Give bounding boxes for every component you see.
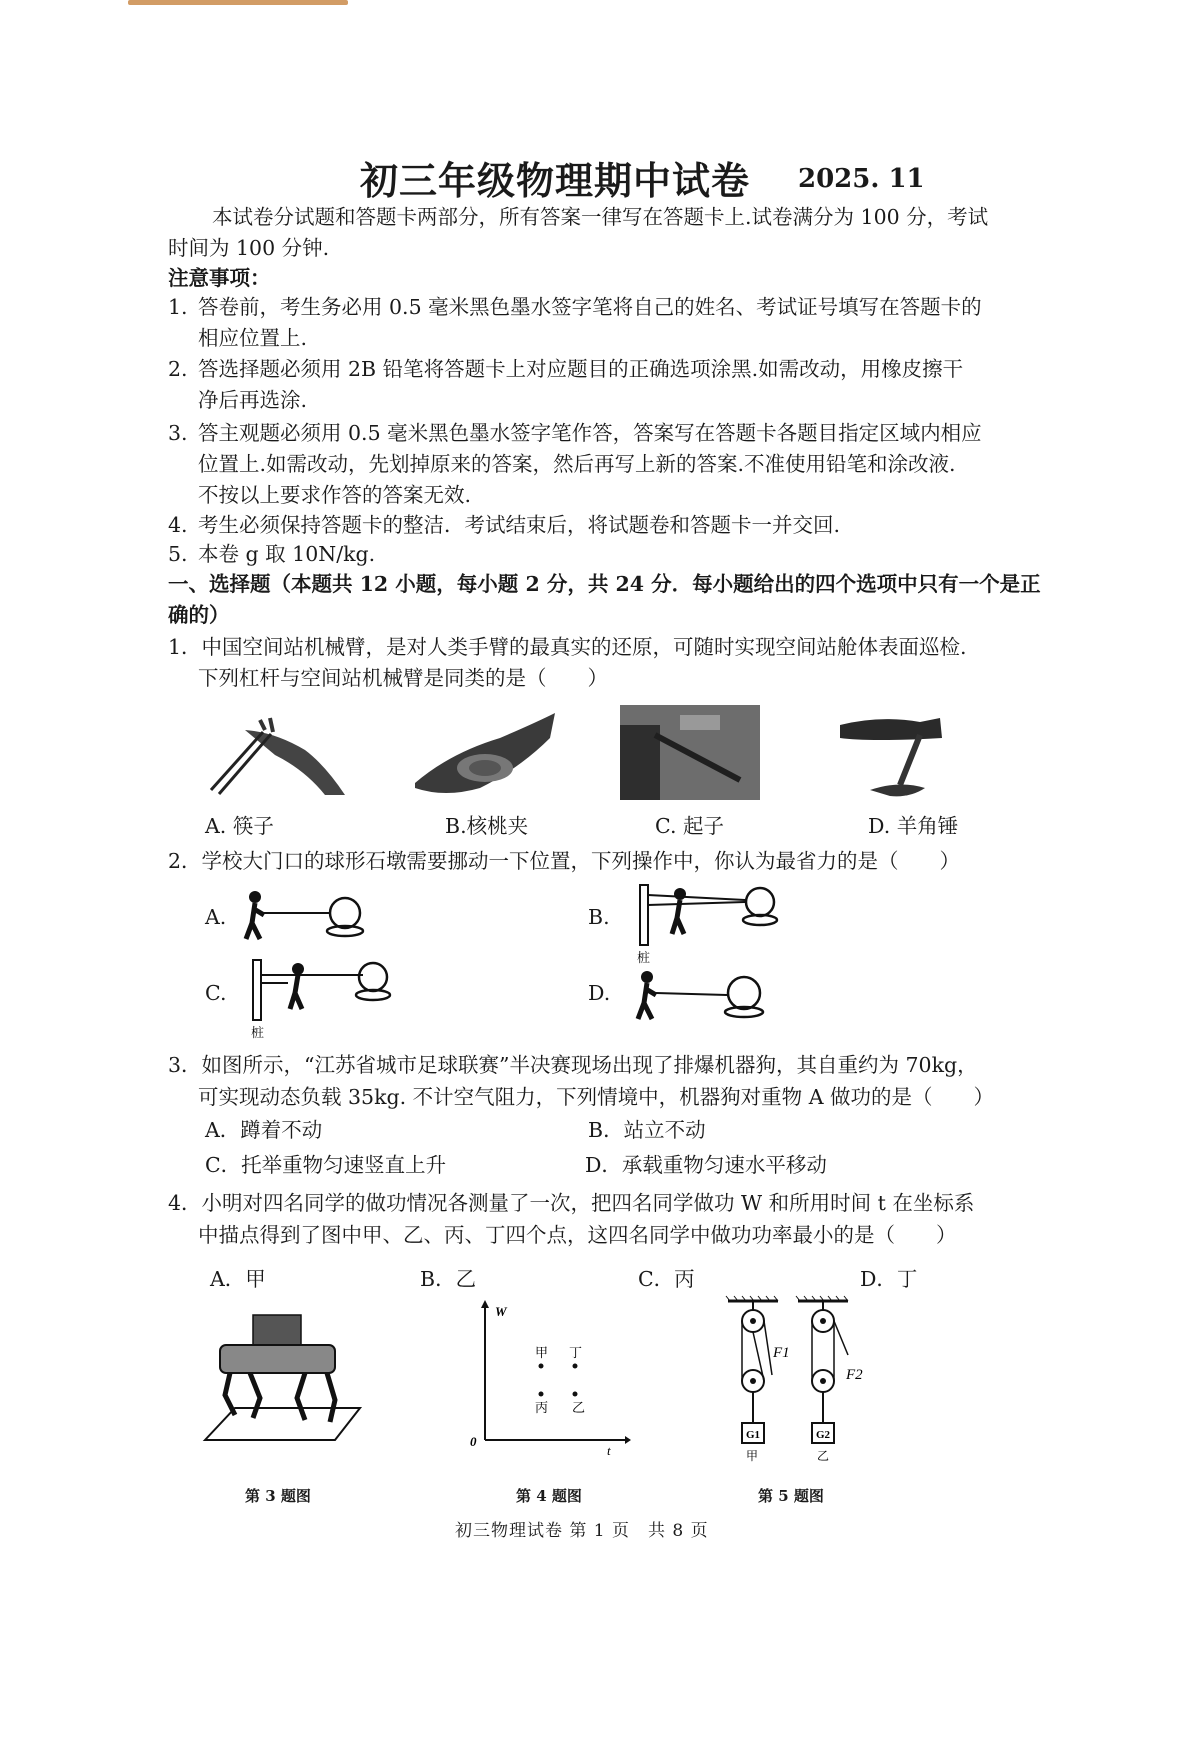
q3-option-d: D．承载重物匀速水平移动 (585, 1153, 827, 1177)
q2-b-post-label: 桩 (637, 950, 651, 965)
notice-1-line-2: 相应位置上. (198, 326, 308, 350)
section1-heading-line-1: 一、选择题（本题共 12 小题，每小题 2 分，共 24 分．每小题给出的四个选项中只有一个是正 (168, 572, 1041, 596)
fig4-caption: 第 4 题图 (516, 1487, 582, 1505)
intro-line-1: 本试卷分试题和答题卡两部分，所有答案一律写在答题卡上.试卷满分为 100 分，考试 (212, 205, 989, 229)
page-footer: 初三物理试卷 第 1 页 共 8 页 (455, 1521, 709, 1541)
notice-5-line-1: 本卷 g 取 10N/kg. (198, 542, 376, 566)
point-jia (539, 1364, 544, 1369)
notice-2-line-1: 答选择题必须用 2B 铅笔将答题卡上对应题目的正确选项涂黑.如需改动，用橡皮擦干 (198, 357, 964, 381)
robot-dog-figure (205, 1310, 365, 1445)
q3-option-b: B．站立不动 (588, 1118, 706, 1142)
q3-stem-line-2: 可实现动态负载 35kg. 不计空气阻力，下列情境中，机器狗对重物 A 做功的是（ ） (198, 1085, 995, 1109)
pulley-systems-figure (720, 1295, 880, 1475)
point-bing (539, 1392, 544, 1397)
point-yi (573, 1392, 578, 1397)
notice-3-num: 3. (168, 421, 188, 445)
notice-3-line-2: 位置上.如需改动，先划掉原来的答案，然后再写上新的答案.不准使用铅笔和涂改液. (198, 452, 956, 476)
x-axis-label: t (607, 1443, 611, 1458)
q4-option-a: A．甲 (210, 1267, 266, 1291)
q1-option-d: D. 羊角锤 (868, 814, 959, 838)
notice-2-num: 2. (168, 357, 188, 381)
weight-g1-label: G1 (746, 1429, 761, 1441)
claw-hammer-figure (830, 710, 970, 800)
q2-option-d: D. (588, 981, 611, 1005)
q1-stem-line-1: 1．中国空间站机械臂，是对人类手臂的最真实的还原，可随时实现空间站舱体表面巡检. (168, 635, 967, 659)
walnut-cracker-figure (410, 708, 560, 798)
notice-4-line-1: 考生必须保持答题卡的整洁．考试结束后，将试题卷和答题卡一并交回. (198, 513, 841, 537)
q2-c-post-label: 桩 (251, 1025, 265, 1040)
q4-option-c: C．丙 (638, 1267, 695, 1291)
weight-g2-label: G2 (816, 1429, 831, 1441)
notice-1-num: 1. (168, 295, 188, 319)
q1-option-b: B.核桃夹 (445, 814, 529, 838)
notice-3-line-1: 答主观题必须用 0.5 毫米黑色墨水签字笔作答，答案写在答题卡各题目指定区域内相应 (198, 421, 982, 445)
q4-stem-line-1: 4．小明对四名同学的做功情况各测量了一次，把四名同学做功 W 和所用时间 t 在坐标系 (168, 1191, 975, 1215)
q2-stem: 2．学校大门口的球形石墩需要挪动一下位置，下列操作中，你认为最省力的是（ ） (168, 849, 961, 873)
point-ding-label: 丁 (569, 1345, 583, 1360)
bottle-opener-figure (620, 705, 760, 800)
q4-stem-line-2: 中描点得到了图中甲、乙、丙、丁四个点，这四名同学中做功功率最小的是（ ） (198, 1223, 957, 1247)
q2-option-a: A. (205, 905, 227, 929)
q2-d-figure (632, 965, 767, 1025)
notice-5-num: 5. (168, 542, 188, 566)
exam-date: 2025. 11 (798, 164, 925, 194)
q4-option-b: B．乙 (420, 1267, 477, 1291)
point-jia-label: 甲 (535, 1345, 549, 1360)
point-bing-label: 丙 (535, 1400, 549, 1415)
point-yi-label: 乙 (572, 1400, 586, 1415)
q2-c-figure (248, 955, 398, 1040)
notice-1-line-1: 答卷前，考生务必用 0.5 毫米黑色墨水签字笔将自己的姓名、考试证号填写在答题卡的 (198, 295, 982, 319)
q1-stem-line-2: 下列杠杆与空间站机械臂是同类的是（ ） (198, 666, 608, 690)
top-scan-mark (128, 0, 348, 5)
q3-option-c: C．托举重物匀速竖直上升 (205, 1153, 447, 1177)
section1-heading-line-2: 确的） (168, 603, 230, 627)
q1-option-a: A. 筷子 (205, 814, 274, 838)
exam-title: 初三年级物理期中试卷 (360, 158, 751, 203)
y-axis-label: W (495, 1304, 507, 1319)
system-yi-label: 乙 (817, 1449, 830, 1463)
q3-option-a: A．蹲着不动 (205, 1118, 323, 1142)
q4-option-d: D．丁 (860, 1267, 918, 1291)
q2-a-figure (240, 885, 370, 945)
notice-2-line-2: 净后再选涂. (198, 388, 308, 412)
point-ding (573, 1364, 578, 1369)
q2-option-c: C. (205, 981, 227, 1005)
fig3-caption: 第 3 题图 (245, 1487, 311, 1505)
q2-option-b: B. (588, 905, 610, 929)
q3-stem-line-1: 3．如图所示，“江苏省城市足球联赛”半决赛现场出现了排爆机器狗，其自重约为 70kg， (168, 1053, 978, 1077)
notice-heading: 注意事项： (168, 266, 271, 290)
work-time-graph (465, 1300, 630, 1458)
origin-label: 0 (470, 1434, 477, 1449)
q1-option-c: C. 起子 (655, 814, 724, 838)
notice-3-line-3: 不按以上要求作答的答案无效. (198, 483, 472, 507)
force-f2-label: F2 (846, 1367, 863, 1383)
fig5-caption: 第 5 题图 (758, 1487, 824, 1505)
notice-4-num: 4. (168, 513, 188, 537)
chopsticks-figure (205, 710, 355, 800)
intro-line-2: 时间为 100 分钟. (168, 236, 330, 260)
force-f1-label: F1 (773, 1345, 790, 1361)
q2-b-figure (630, 880, 780, 965)
system-jia-label: 甲 (746, 1449, 759, 1463)
